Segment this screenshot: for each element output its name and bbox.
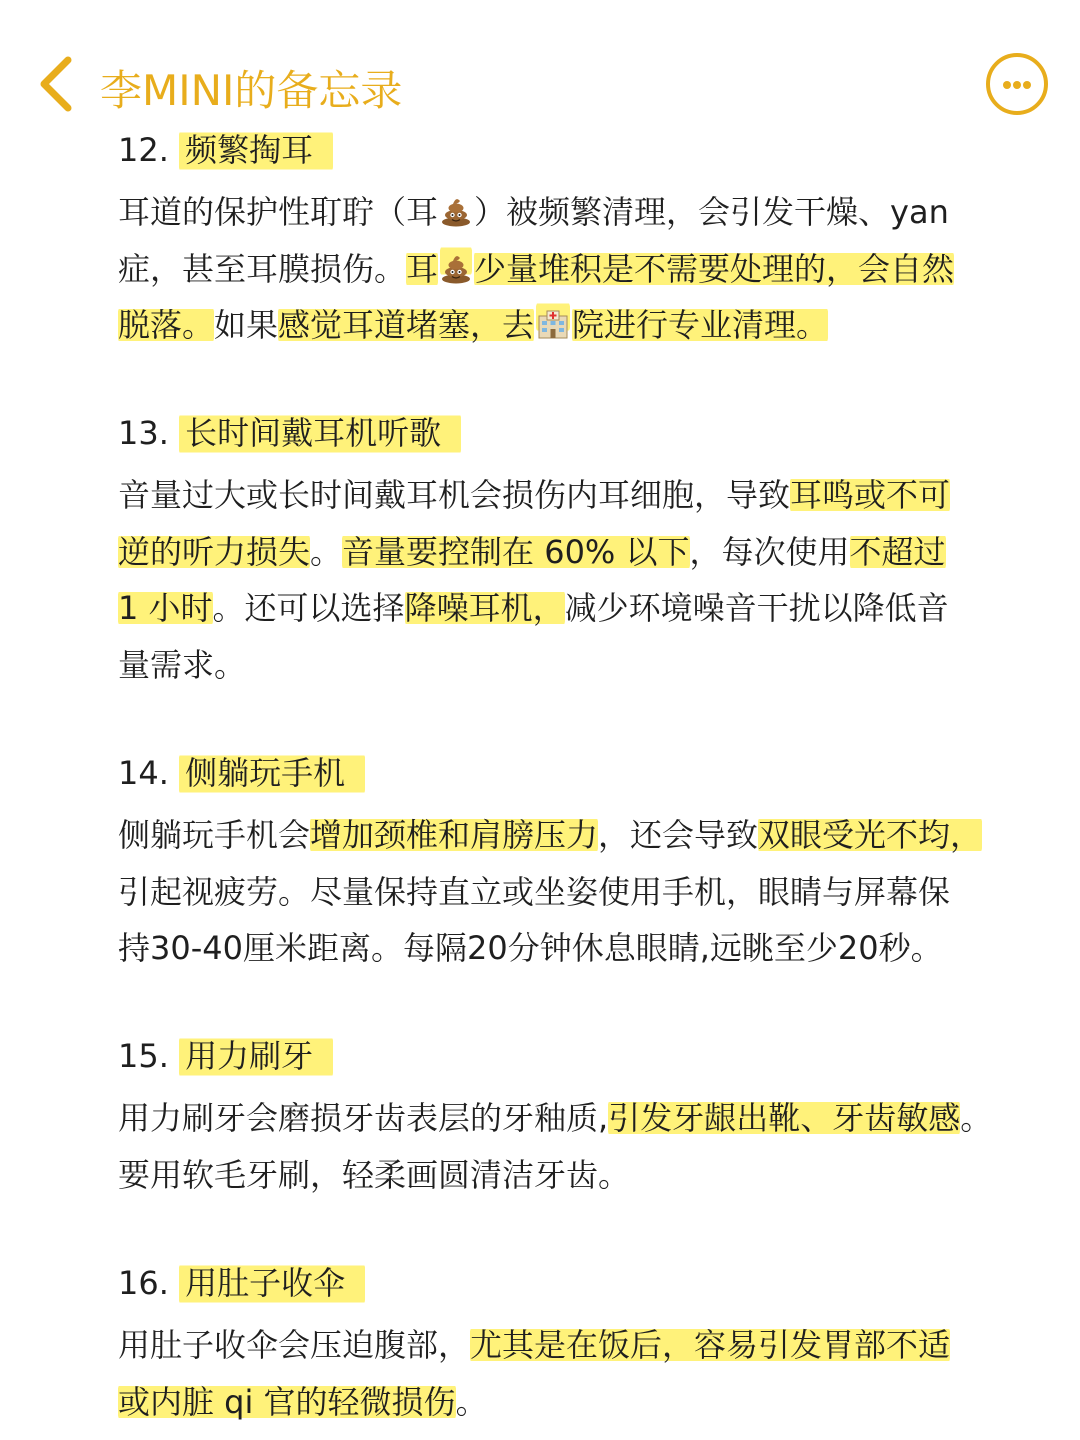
body-text: ，每次使用	[689, 532, 850, 571]
section-title	[118, 411, 1018, 455]
section-number: 12.	[118, 131, 169, 169]
body-text: 要用软毛牙刷，轻柔画圆清洁牙齿。	[118, 1155, 631, 1194]
more-button[interactable]	[986, 53, 1048, 115]
section-body	[118, 467, 1018, 693]
body-text: 减少环境噪音干扰以降低音	[564, 589, 949, 627]
section-title	[118, 751, 1018, 795]
poop-emoji-icon	[440, 188, 472, 220]
note-section-15	[118, 1034, 1018, 1203]
section-body	[118, 807, 1018, 977]
section-title	[118, 1034, 1018, 1078]
hospital-emoji-icon	[536, 301, 570, 333]
highlighted-text: 耳鸣或不可	[790, 476, 951, 514]
more-horizontal-icon	[1003, 81, 1011, 89]
highlighted-text: 脱落。	[118, 306, 215, 344]
body-line	[118, 184, 1018, 241]
section-title-text: 频繁掏耳	[179, 129, 333, 173]
body-line	[118, 1090, 1018, 1147]
section-body	[118, 184, 1018, 354]
body-line	[118, 637, 1018, 694]
back-button[interactable]	[34, 52, 82, 116]
highlighted-text: 1 小时	[118, 589, 213, 627]
highlighted-text: 少量堆积是不需要处理的，会自然	[474, 249, 955, 288]
section-number: 13.	[118, 414, 169, 452]
body-text: 。还可以选择	[212, 589, 405, 627]
body-text: 量需求。	[118, 645, 247, 684]
highlighted-text: 院进行专业清理。	[572, 306, 829, 344]
body-text: 。	[310, 532, 343, 571]
body-line	[118, 1374, 1018, 1431]
body-text: ）被频繁清理，会引发干燥、yan	[474, 193, 949, 231]
body-text: 如果	[214, 306, 279, 344]
body-text: 持30-40厘米距离。每隔20分钟休息眼睛,远眺至少20秒。	[118, 929, 943, 967]
body-line	[118, 467, 1018, 524]
section-title-text: 长时间戴耳机听歌	[179, 412, 461, 456]
highlighted-text: 或内脏 qi 官的轻微损伤	[118, 1382, 456, 1421]
body-line	[118, 580, 1018, 637]
highlighted-text: 尤其是在饭后，容易引发胃部不适	[470, 1326, 951, 1364]
section-title	[118, 128, 1018, 172]
note-section-13	[118, 411, 1018, 693]
highlighted-text: 引发牙龈出靴、牙齿敏感	[608, 1099, 961, 1137]
poop-emoji-icon	[440, 245, 472, 277]
section-number: 16.	[118, 1264, 169, 1302]
section-title	[118, 1261, 1018, 1305]
highlighted-text: 音量要控制在 60% 以下	[342, 532, 690, 571]
section-body	[118, 1090, 1018, 1203]
body-text: 。	[960, 1099, 993, 1137]
note-section-12	[118, 128, 1018, 354]
body-text: 用力刷牙会磨损牙齿表层的牙釉质,	[118, 1099, 609, 1137]
highlighted-text: 逆的听力损失	[118, 532, 311, 571]
body-text: 用肚子收伞会压迫腹部，	[118, 1326, 471, 1364]
section-title-text: 用力刷牙	[179, 1035, 333, 1079]
section-number: 15.	[118, 1037, 169, 1075]
section-body	[118, 1317, 1018, 1430]
body-line	[118, 920, 1018, 977]
app-header	[0, 0, 1080, 130]
body-line	[118, 524, 1018, 581]
body-text: 侧躺玩手机会	[118, 816, 311, 854]
body-line	[118, 297, 1018, 354]
body-line	[118, 241, 1018, 298]
section-title-text: 用肚子收伞	[179, 1262, 365, 1306]
chevron-left-icon	[34, 52, 82, 116]
highlighted-text: 降噪耳机，	[404, 589, 565, 627]
body-line	[118, 1317, 1018, 1374]
highlighted-text: 不超过	[849, 532, 946, 571]
body-text: 引起视疲劳。尽量保持直立或坐姿使用手机，眼睛与屏幕保	[118, 872, 951, 911]
body-text: ，还会导致	[598, 816, 759, 854]
highlighted-text: 双眼受光不均，	[758, 816, 983, 854]
section-number: 14.	[118, 754, 169, 792]
highlighted-text: 感觉耳道堵塞，去	[278, 306, 535, 344]
note-section-14	[118, 751, 1018, 977]
body-text: 。	[455, 1382, 488, 1421]
body-line	[118, 807, 1018, 864]
body-line	[118, 864, 1018, 921]
highlighted-text: 耳	[406, 249, 439, 288]
section-title-text: 侧躺玩手机	[179, 752, 365, 796]
body-text: 耳道的保护性耵聍（耳	[118, 193, 439, 231]
body-line	[118, 1147, 1018, 1204]
body-text: 音量过大或长时间戴耳机会损伤内耳细胞，导致	[118, 476, 791, 514]
note-section-16	[118, 1261, 1018, 1430]
body-text: 症，甚至耳膜损伤。	[118, 249, 407, 288]
highlighted-text: 增加颈椎和肩膀压力	[310, 816, 599, 854]
page-title: 李MINI的备忘录	[100, 66, 403, 115]
